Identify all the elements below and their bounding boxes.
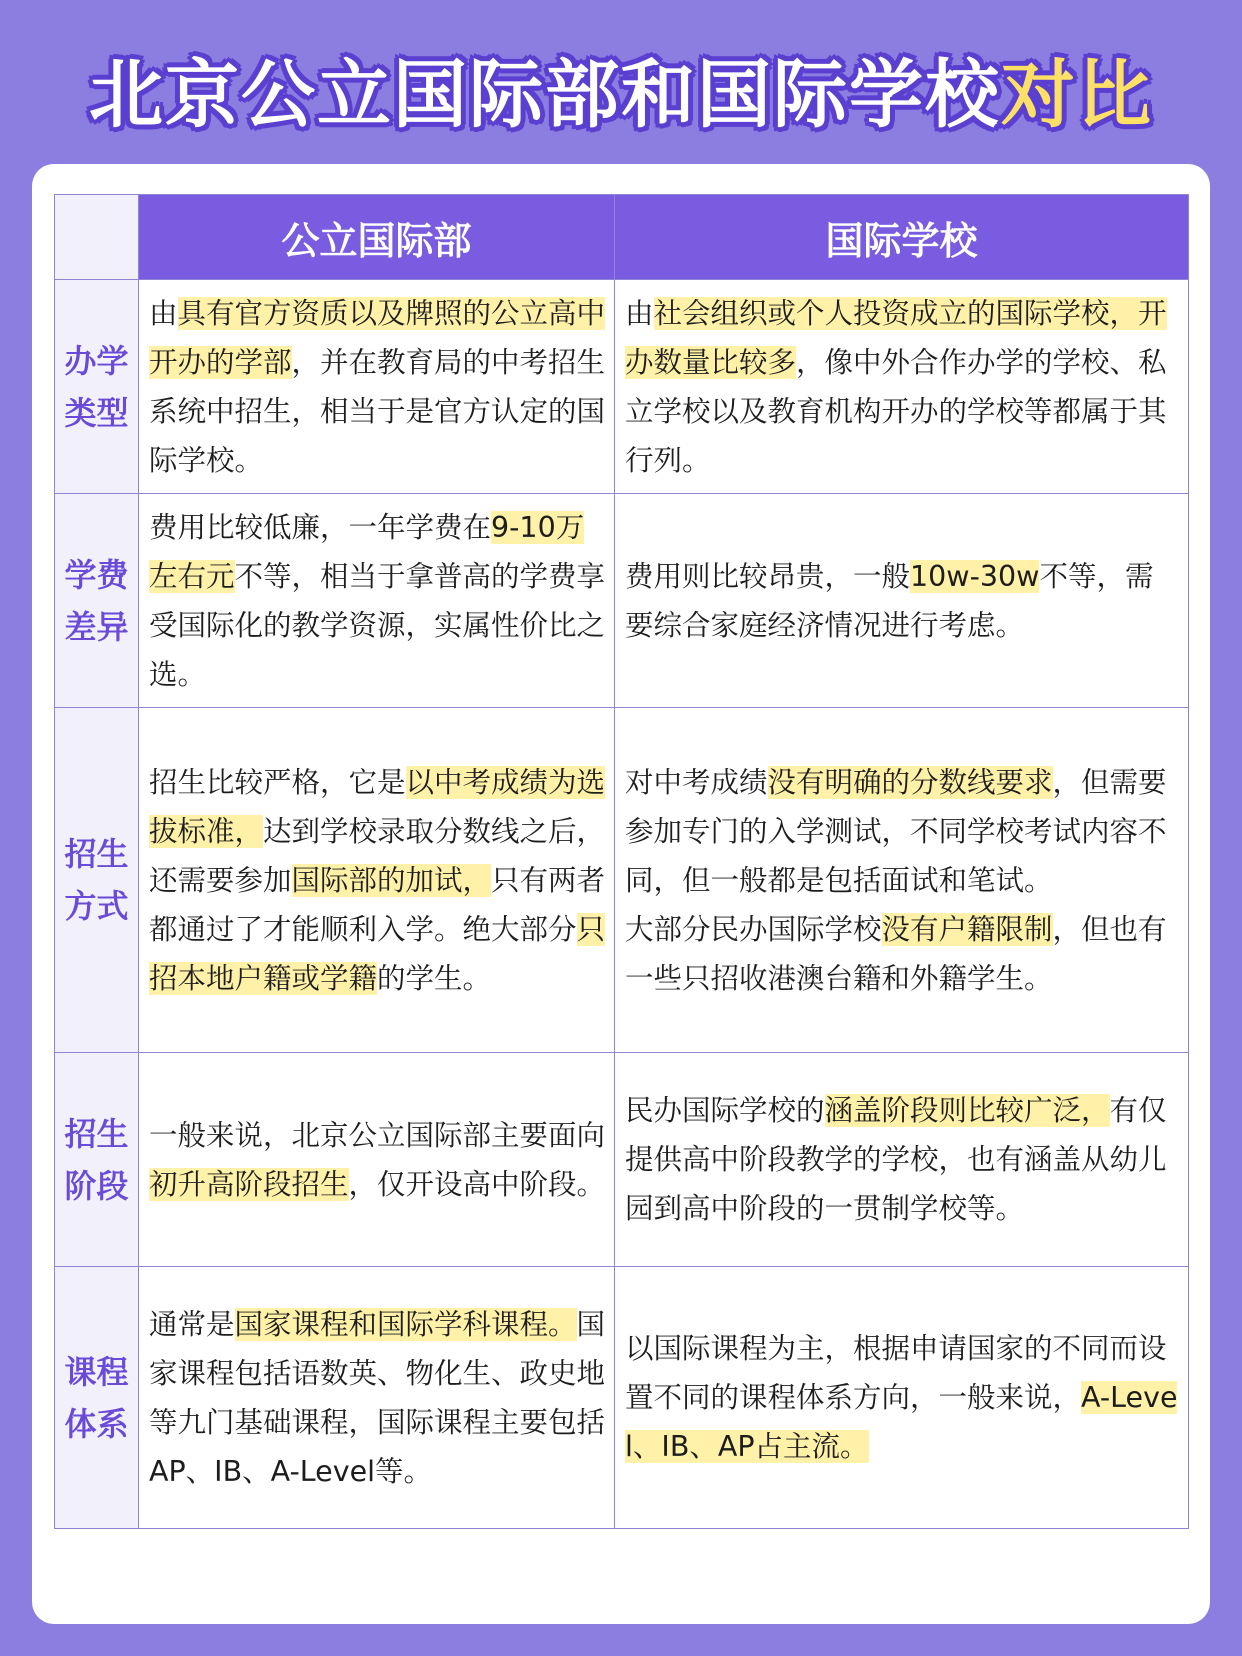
public-cell (139, 494, 615, 708)
highlight-text: 初升高阶段招生 (149, 1167, 349, 1201)
cell-text: 招生比较严格，它是 (149, 765, 406, 799)
comparison-card (32, 164, 1210, 1624)
cell-paragraph (625, 905, 1180, 1003)
public-cell (139, 708, 615, 1053)
page-title (0, 40, 1242, 150)
title-accent: 对比 (1001, 52, 1153, 138)
cell-paragraph (149, 1111, 606, 1209)
cell-text: 通常是 (149, 1307, 235, 1341)
intl-cell (615, 280, 1189, 494)
table-row (55, 1267, 1189, 1529)
cell-text: 大部分民办国际学校 (625, 912, 882, 946)
header-intl: 国际学校 (615, 195, 1189, 280)
highlight-text: 没有明确的分数线要求 (767, 765, 1053, 799)
intl-cell (615, 708, 1189, 1053)
table-row (55, 1053, 1189, 1267)
highlight-text: 涵盖阶段则比较广泛， (824, 1094, 1110, 1127)
highlight-text: 国家课程和国际学科课程。 (234, 1307, 577, 1341)
cell-paragraph (149, 503, 606, 699)
cell-text: 只有两者都通过了才能顺利入学。绝大部分 (149, 863, 606, 946)
highlight-text: 国际部的加试， (291, 863, 492, 897)
cell-paragraph (625, 1086, 1180, 1233)
cell-text: 不等，需要综合家庭经济情况进行考虑。 (625, 559, 1154, 642)
title-main: 北京公立国际部和国际学校 (89, 52, 1001, 138)
cell-paragraph (625, 289, 1180, 485)
cell-text: ，像中外合作办学的学校、私立学校以及教育机构开办的学校等都属于其行列。 (625, 345, 1167, 477)
row-label: 课程 体系 (55, 1267, 139, 1529)
cell-text: 有仅提供高中阶段教学的学校，也有涵盖从幼儿园到高中阶段的一贯制学校等。 (625, 1094, 1167, 1225)
highlight-text: 具有官方资质以及牌照的公立高中开办的学部 (149, 296, 606, 379)
cell-text: 费用比较低廉，一年学费在 (149, 510, 492, 544)
highlight-text: 没有户籍限制 (881, 912, 1053, 946)
highlight-text: 10w-30w (910, 559, 1040, 593)
intl-cell (615, 1267, 1189, 1529)
table-header-row (55, 195, 1189, 280)
cell-text: 民办国际学校的 (625, 1094, 825, 1127)
cell-text: 由 (149, 296, 178, 330)
public-cell (139, 280, 615, 494)
cell-text: 国家课程包括语数英、物化生、政史地等九门基础课程，国际课程主要包括AP、IB、A-Level等。 (149, 1307, 606, 1488)
cell-text: 以国际课程为主，根据申请国家的不同而设置不同的课程体系方向，一般来说， (625, 1332, 1167, 1414)
table-row (55, 708, 1189, 1053)
intl-cell (615, 494, 1189, 708)
cell-text: 费用则比较昂贵，一般 (625, 559, 911, 593)
highlight-text: 社会组织或个人投资成立的国际学校，开办数量比较多 (625, 296, 1167, 379)
highlight-text: 以中考成绩为选拔标准， (149, 765, 606, 848)
row-label: 招生 方式 (55, 708, 139, 1053)
cell-paragraph (625, 758, 1180, 905)
cell-text: ，但需要参加专门的入学测试，不同学校考试内容不同，但一般都是包括面试和笔试。 (625, 765, 1167, 897)
cell-text: 对中考成绩 (625, 765, 768, 799)
cell-text: 由 (625, 296, 654, 330)
cell-text: 达到学校录取分数线之后，还需要参加 (149, 814, 606, 897)
public-cell (139, 1053, 615, 1267)
highlight-text: 只招本地户籍或学籍 (149, 912, 606, 995)
comparison-table (54, 194, 1189, 1529)
cell-paragraph (149, 758, 606, 1003)
highlight-text: 9-10万左右元 (149, 510, 585, 593)
cell-text: ，仅开设高中阶段。 (348, 1167, 606, 1201)
cell-paragraph (149, 289, 606, 485)
row-label: 招生 阶段 (55, 1053, 139, 1267)
cell-text: ，但也有一些只招收港澳台籍和外籍学生。 (625, 912, 1167, 995)
cell-paragraph (625, 552, 1180, 650)
header-corner (55, 195, 139, 280)
cell-paragraph (149, 1300, 606, 1496)
cell-text: 一般来说，北京公立国际部主要面向 (149, 1118, 606, 1152)
public-cell (139, 1267, 615, 1529)
table-row (55, 494, 1189, 708)
cell-paragraph (625, 1324, 1180, 1471)
header-public: 公立国际部 (139, 195, 615, 280)
cell-text: ，并在教育局的中考招生系统中招生，相当于是官方认定的国际学校。 (149, 345, 606, 477)
cell-text: 不等，相当于拿普高的学费享受国际化的教学资源，实属性价比之选。 (149, 559, 606, 691)
cell-text: 的学生。 (377, 961, 492, 995)
row-label: 办学 类型 (55, 280, 139, 494)
row-label: 学费 差异 (55, 494, 139, 708)
table-row (55, 280, 1189, 494)
highlight-text: A-Level、IB、AP占主流。 (625, 1381, 1178, 1463)
intl-cell (615, 1053, 1189, 1267)
